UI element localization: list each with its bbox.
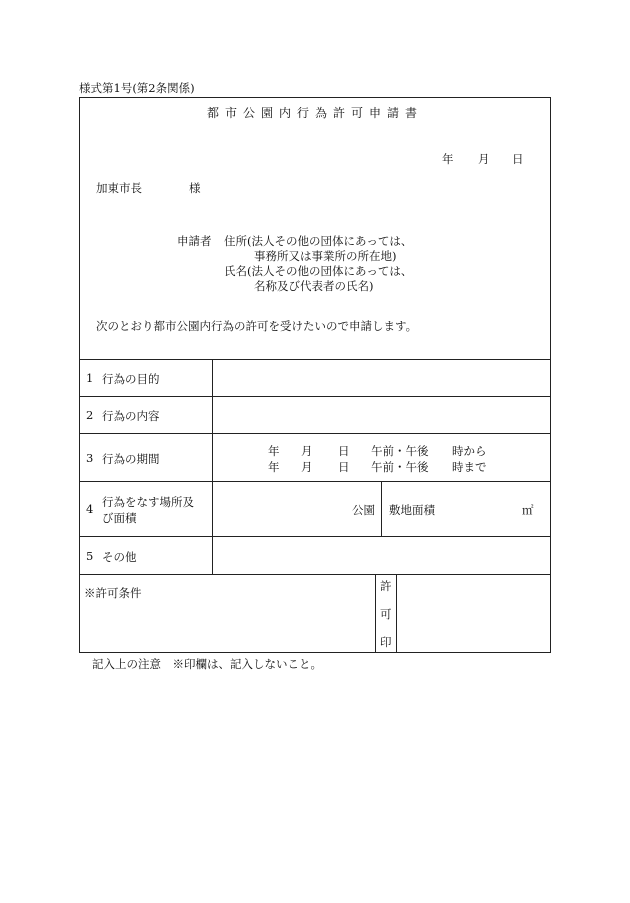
applicant-address-note: 事務所又は事業所の所在地) bbox=[254, 249, 397, 263]
application-statement: 次のとおり都市公園内行為の許可を受けたいので申請します。 bbox=[96, 319, 418, 333]
row-period-number: 3 bbox=[86, 451, 94, 465]
location-column-divider bbox=[381, 481, 382, 536]
area-unit: ㎡ bbox=[522, 503, 534, 517]
label-column-divider bbox=[212, 359, 213, 574]
date-day: 日 bbox=[512, 152, 524, 166]
period-start-day: 日 bbox=[338, 444, 350, 458]
row-purpose-label: 行為の目的 bbox=[102, 372, 160, 386]
applicant-name-label: 氏名(法人その他の団体にあっては、 bbox=[224, 264, 413, 278]
period-end-suffix: 時まで bbox=[452, 460, 487, 474]
period-end-year: 年 bbox=[268, 460, 280, 474]
period-end-ampm: 午前・午後 bbox=[371, 460, 429, 474]
row-period-label: 行為の期間 bbox=[102, 452, 160, 466]
row-purpose-number: 1 bbox=[86, 371, 94, 385]
row-divider bbox=[79, 481, 551, 482]
date-year: 年 bbox=[442, 152, 454, 166]
park-label: 公園 bbox=[352, 503, 375, 517]
row-location-number: 4 bbox=[86, 502, 94, 516]
row-divider bbox=[79, 536, 551, 537]
row-other-label: その他 bbox=[102, 550, 137, 564]
period-start-suffix: 時から bbox=[452, 444, 487, 458]
footer-note: 記入上の注意 ※印欄は、記入しないこと。 bbox=[92, 657, 322, 671]
row-divider bbox=[79, 433, 551, 434]
row-location-label-line2: び面積 bbox=[102, 511, 137, 525]
stamp-column-left bbox=[375, 574, 376, 653]
stamp-char-2: 可 bbox=[380, 607, 392, 621]
applicant-label: 申請者 bbox=[177, 234, 212, 248]
form-number: 様式第1号(第2条関係) bbox=[79, 81, 195, 95]
applicant-address-label: 住所(法人その他の団体にあっては、 bbox=[224, 234, 413, 248]
row-content-number: 2 bbox=[86, 408, 94, 422]
row-divider bbox=[79, 574, 551, 575]
row-divider bbox=[79, 396, 551, 397]
addressee: 加東市長 bbox=[96, 181, 142, 195]
date-month: 月 bbox=[478, 152, 490, 166]
period-start-year: 年 bbox=[268, 444, 280, 458]
site-area-label: 敷地面積 bbox=[389, 503, 435, 517]
period-start-ampm: 午前・午後 bbox=[371, 444, 429, 458]
period-start-month: 月 bbox=[301, 444, 313, 458]
stamp-column-right bbox=[396, 574, 397, 653]
period-end-month: 月 bbox=[301, 460, 313, 474]
row-divider bbox=[79, 359, 551, 360]
period-end-day: 日 bbox=[338, 460, 350, 474]
row-location-label-line1: 行為をなす場所及 bbox=[102, 495, 194, 509]
applicant-name-note: 名称及び代表者の氏名) bbox=[254, 279, 374, 293]
form-title: 都市公園内行為許可申請書 bbox=[206, 106, 423, 120]
permit-conditions-label: ※許可条件 bbox=[84, 586, 142, 600]
row-other-number: 5 bbox=[86, 549, 94, 563]
addressee-suffix: 様 bbox=[189, 181, 201, 195]
stamp-char-3: 印 bbox=[380, 635, 392, 649]
stamp-char-1: 許 bbox=[380, 579, 392, 593]
row-content-label: 行為の内容 bbox=[102, 409, 160, 423]
